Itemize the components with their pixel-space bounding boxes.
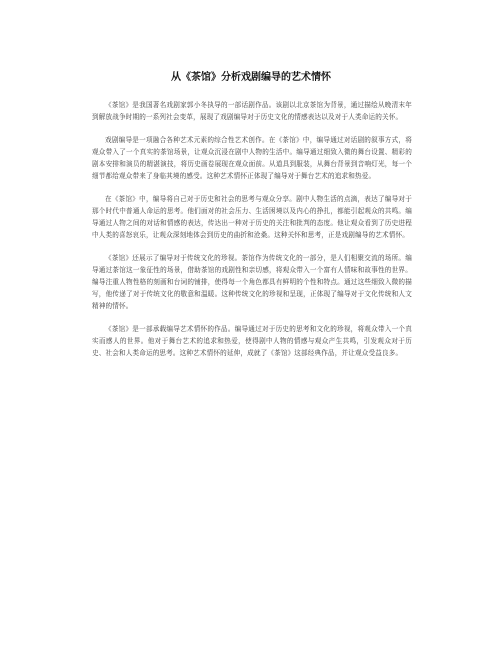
document-body <box>92 99 412 370</box>
document-title: 从《茶馆》分析戏剧编导的艺术情怀 <box>171 72 331 83</box>
paragraph-conclusion: 《茶馆》是一部承载编导艺术情怀的作品。编导通过对于历史的思考和文化的珍视，将观众带入一个真实而感人的世界。他对于舞台艺术的追求和热爱，使得剧中人物的情感与观众产生共鸣，引发观众对于历史、社会和人类命运的思考。这种艺术情怀的延伸，成就了《茶馆》这部经典作品，并让观众受益良多。 <box>92 325 412 357</box>
paragraph-directing-art: 戏剧编导是一项融合各种艺术元素的综合性艺术创作。在《茶馆》中，编导通过对话剧的叙事方式，将观众带入了一个真实的茶馆场景，让观众沉浸在剧中人物的生活中。编导通过细致入微的舞台设置、精彩的剧本安排和演员的精湛演技，将历史画卷展现在观众面前。从道具到服装，从舞台背景到音响灯光，每一个细节都给观众带来了身临其境的感受。这种艺术情怀正体现了编导对于舞台艺术的追求和热爱。 <box>92 136 412 180</box>
paragraph-traditional-culture: 《茶馆》还展示了编导对于传统文化的珍视。茶馆作为传统文化的一部分，是人们相聚交流的场所。编导通过茶馆这一象征性的场景，借助茶馆的戏剧性和亲切感，将观众带入一个富有人情味和故事性的世界。编导注重人物性格的刻画和台词的铺排，使得每一个角色都具有鲜明的个性和特点。通过这些细致入微的描写，他传递了对于传统文化的敬意和温暖。这种传统文化的珍视和呈现，正体现了编导对于文化传统和人文精神的情怀。 <box>92 254 412 310</box>
paragraph-history-reflection: 在《茶馆》中，编导将自己对于历史和社会的思考与观众分享。剧中人物生活的点滴，表达了编导对于那个时代中普通人命运的思考。他们面对的社会压力、生活困境以及内心的挣扎，都能引起观众的共鸣。编导通过人物之间的对话和情感的表达，传达出一种对于历史的关注和批判的态度。他让观众看到了历史进程中人类的喜怒哀乐，让观众深刻地体会到历史的曲折和沧桑。这种关怀和思考，正是戏剧编导的艺术情怀。 <box>92 195 412 239</box>
paragraph-intro: 《茶馆》是我国著名戏剧家郭小冬执导的一部话剧作品。该剧以北京茶馆为背景，通过描绘从晚清末年到解放战争时期的一系列社会变革，展现了戏剧编导对于历史文化的情感表达以及对于人类命运的关怀。 <box>92 101 412 121</box>
